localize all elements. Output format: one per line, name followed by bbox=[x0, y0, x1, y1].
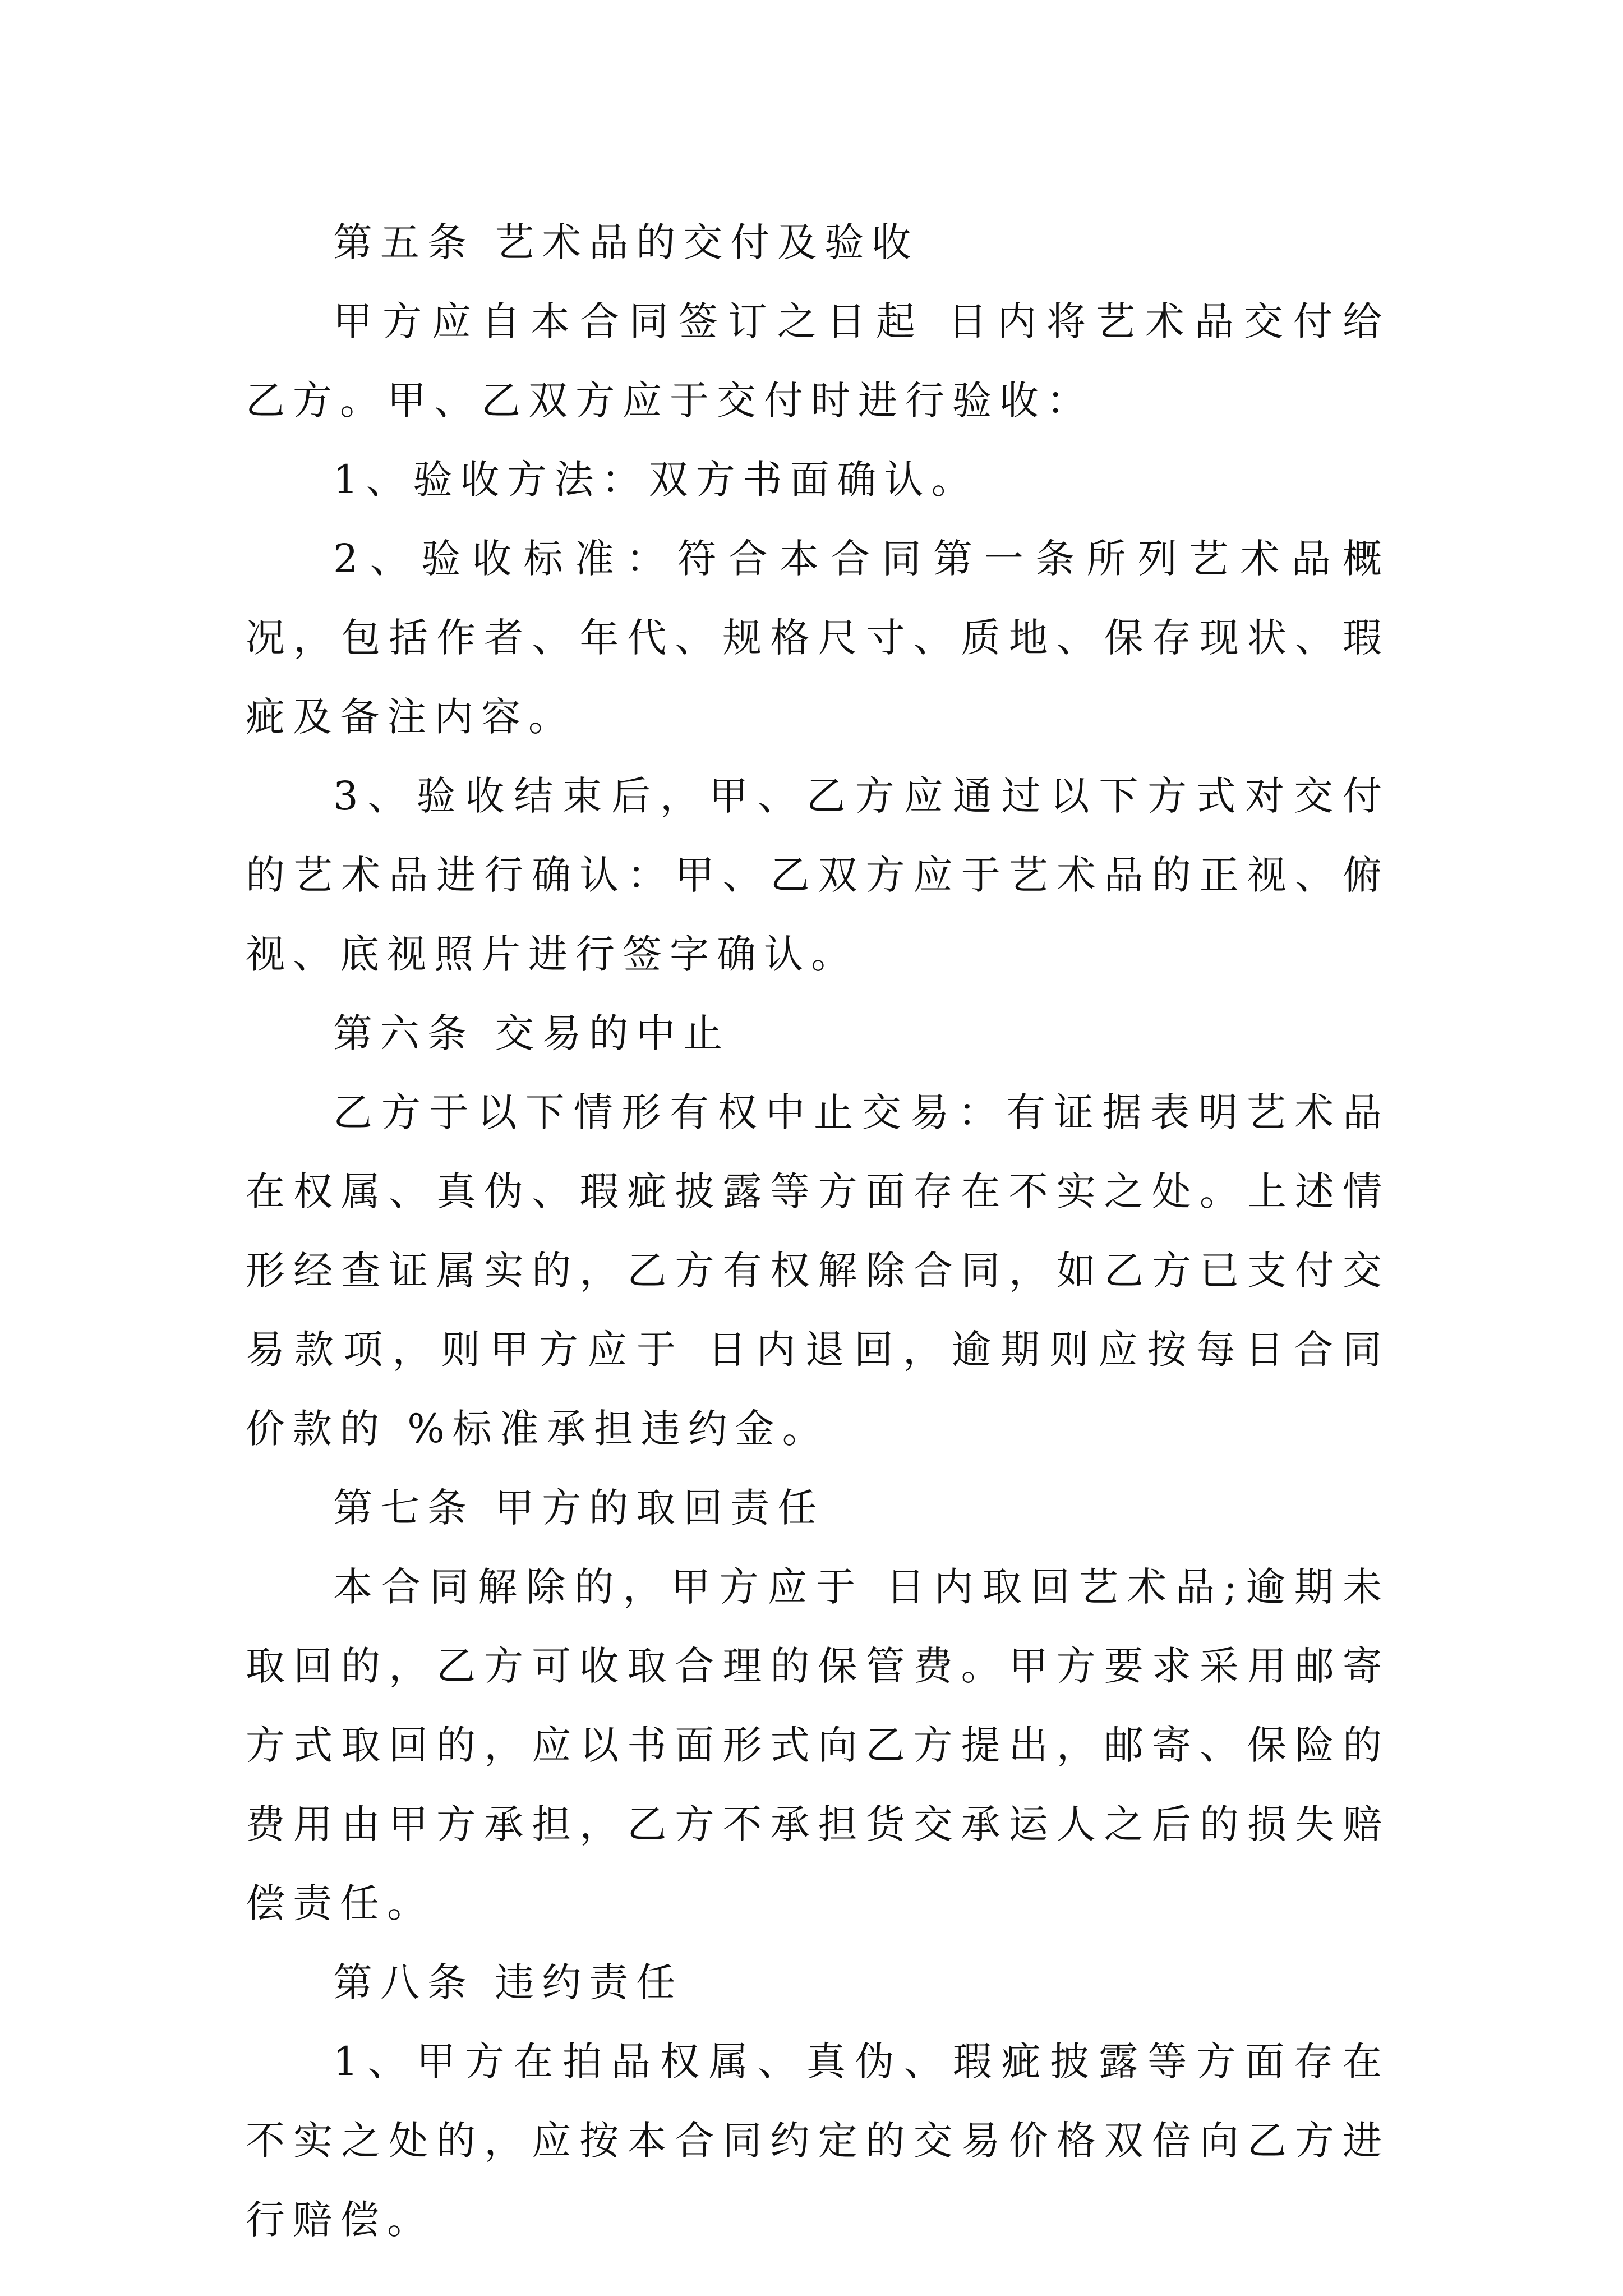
article-6-heading: 第六条 交易的中止 bbox=[333, 1010, 731, 1056]
article-8-heading: 第八条 违约责任 bbox=[333, 1959, 684, 2005]
article-8-liability-item: 1、甲方在拍品权属、真伪、瑕疵披露等方面存在不实之处的，应按本合同约定的交易价格双倍向乙方进行赔偿。 bbox=[246, 2039, 1390, 2243]
inspection-confirmation-item: 3、验收结束后，甲、乙方应通过以下方式对交付的艺术品进行确认：甲、乙双方应于艺术品的正视、俯视、底视照片进行签字确认。 bbox=[246, 773, 1390, 977]
article-7-heading: 第七条 甲方的取回责任 bbox=[333, 1485, 825, 1531]
article-5-heading: 第五条 艺术品的交付及验收 bbox=[333, 219, 919, 265]
article-5-delivery-paragraph: 甲方应自本合同签订之日起 日内将艺术品交付给乙方。甲、乙双方应于交付时进行验收： bbox=[246, 298, 1390, 424]
inspection-method-item: 1、验收方法：双方书面确认。 bbox=[333, 457, 979, 503]
article-6-suspension-paragraph: 乙方于以下情形有权中止交易：有证据表明艺术品在权属、真伪、瑕疵披露等方面存在不实之处。上述情形经查证属实的，乙方有权解除合同，如乙方已支付交易款项，则甲方应于 日内退回，逾期则应按每日合同价款的 %标准承担违约金。 bbox=[246, 1089, 1390, 1452]
contract-body bbox=[246, 203, 1390, 2260]
inspection-standard-item: 2、验收标准：符合本合同第一条所列艺术品概况，包括作者、年代、规格尺寸、质地、保存现状、瑕疵及备注内容。 bbox=[246, 536, 1390, 740]
article-7-retrieval-paragraph: 本合同解除的，甲方应于 日内取回艺术品;逾期未取回的，乙方可收取合理的保管费。甲方要求采用邮寄方式取回的，应以书面形式向乙方提出，邮寄、保险的费用由甲方承担，乙方不承担货交承运人之后的损失赔偿责任。 bbox=[246, 1564, 1390, 1926]
